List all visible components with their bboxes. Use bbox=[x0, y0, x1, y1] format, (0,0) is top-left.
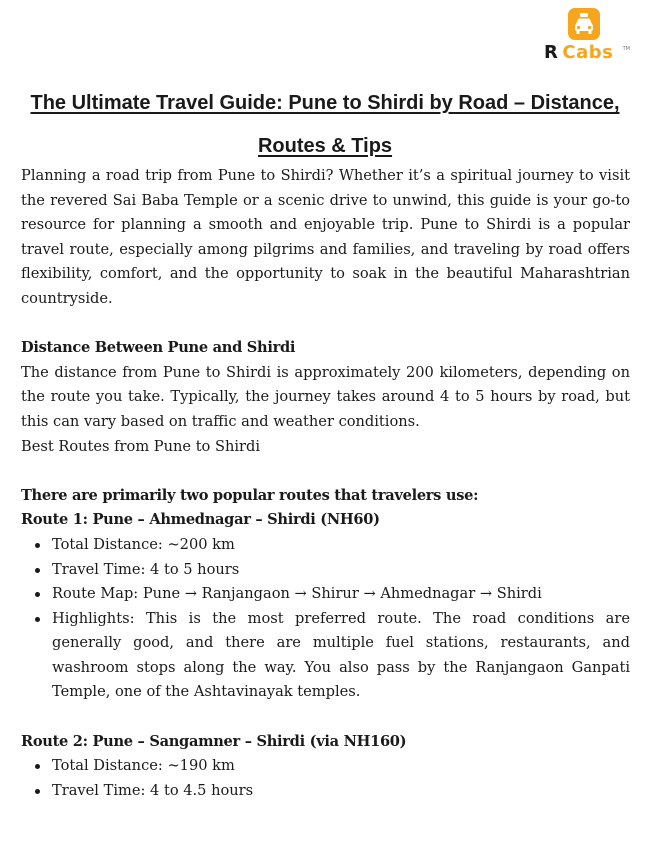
list-item: Travel Time: 4 to 4.5 hours bbox=[21, 779, 630, 804]
brand-wordmark bbox=[544, 42, 613, 63]
route1-list bbox=[21, 533, 630, 705]
distance-paragraph: The distance from Pune to Shirdi is approximately 200 kilometers, depending on the route you take. Typically, the journey takes around 4 to 5 hours by road, but this can vary based on traffic and weather conditions. bbox=[21, 363, 630, 430]
list-item: Route Map: Pune → Ranjangaon → Shirur → Ahmednagar → Shirdi bbox=[21, 582, 630, 607]
list-item: Total Distance: ~200 km bbox=[21, 533, 630, 558]
spacer bbox=[21, 705, 630, 730]
route2-list bbox=[21, 754, 630, 803]
brand-r: R bbox=[544, 42, 559, 63]
routes-subheading: Best Routes from Pune to Shirdi bbox=[21, 437, 261, 455]
brand-cabs: Cabs bbox=[562, 42, 614, 63]
intro-paragraph: Planning a road trip from Pune to Shirdi? Whether it’s a spiritual journey to visit the revered Sai Baba Temple or a scenic drive to unwind, this guide is your go-to resource for planning a smooth and enjoyable trip. Pune to Shirdi is a popular travel route, especially among pilgrims and families, and traveling by road offers flexibility, comfort, and the opportunity to soak in the beautiful Maharashtrian countryside. bbox=[21, 167, 630, 307]
list-item: Highlights: This is the most preferred route. The road conditions are generally good, and there are multiple fuel stations, restaurants, and washroom stops along the way. You also pass by the Ranjangaon Ganpati Temple, one of the Ashtavinayak temples. bbox=[21, 607, 630, 705]
spacer bbox=[21, 312, 630, 337]
article-body bbox=[21, 164, 630, 803]
route2-heading: Route 2: Pune – Sangamner – Shirdi (via NH160) bbox=[21, 732, 407, 750]
brand-logo bbox=[540, 8, 630, 66]
route1-heading: Route 1: Pune – Ahmednagar – Shirdi (NH60) bbox=[21, 511, 380, 529]
trademark-mark: TM bbox=[622, 46, 630, 52]
list-item: Travel Time: 4 to 5 hours bbox=[21, 558, 630, 583]
distance-heading: Distance Between Pune and Shirdi bbox=[21, 339, 296, 357]
list-item: Total Distance: ~190 km bbox=[21, 754, 630, 779]
spacer bbox=[21, 459, 630, 484]
page-title: The Ultimate Travel Guide: Pune to Shirdi by Road – Distance, Routes & Tips bbox=[30, 92, 620, 157]
taxi-icon bbox=[568, 8, 600, 40]
routes-intro: There are primarily two popular routes that travelers use: bbox=[21, 486, 479, 504]
